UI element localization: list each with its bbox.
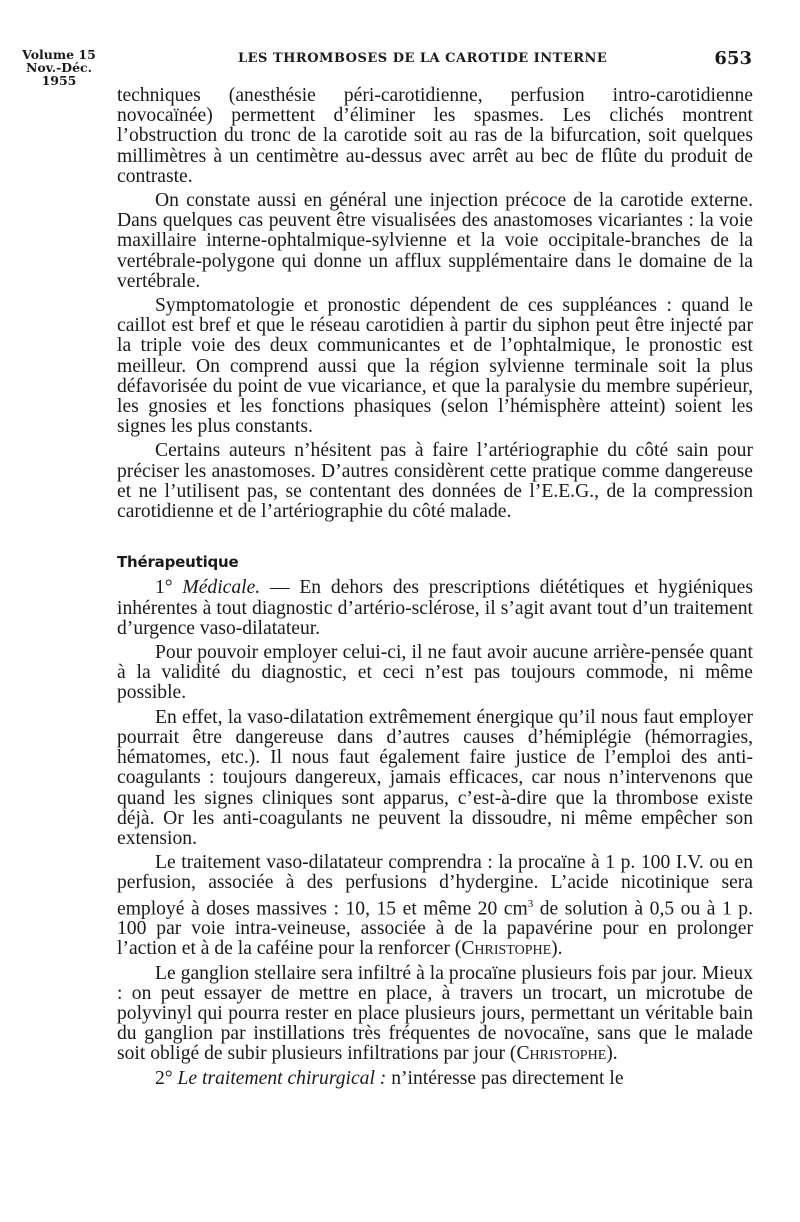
author-name: Christophe [516, 1043, 607, 1065]
item-text: n’intéresse pas directement le [386, 1067, 624, 1089]
issue-date: Nov.-Déc. 1955 [25, 60, 93, 88]
page-header [0, 47, 800, 88]
paragraph-7: En effet, la vaso-dilatation extrêmement énergique qu’il nous faut employer pourrait être dangereuse dans d’autres causes d’hémiplégie (hémorragies, hématomes, etc.). Il nous faut également faire justice de l’emploi des anti-coagulants : toujours dangereux, jamais efficaces, car nous n’intervenons que quand les signes cliniques sont apparus, c’est-à-dire que la thrombose existe déjà. Or les anti-coagulants ne peuvent la dissoudre, ni même empêcher son extension. [117, 706, 753, 849]
page-number: 653 [714, 48, 752, 69]
paragraph-chirurgical [117, 1069, 753, 1089]
item-number: 1° [155, 577, 183, 599]
text-run: Le traitement vaso-dilatateur comprendra : la procaïne à 1 p. 100 I.V. ou en perfusion, associée à des perfusions d’hydergine. L’acide nicotinique sera employé à doses massives : 10, 15 et même 20 cm [117, 852, 753, 920]
running-title: LES THROMBOSES DE LA CAROTIDE INTERNE [238, 51, 608, 66]
text-run: de solution à 0,5 ou à 1 p. 100 par voie intra-veineuse, associée à de la papavérine pour en prolonger l’action et à de la caféine pour la renforcer ( [117, 898, 754, 960]
section-heading-therapeutique: Thérapeutique [117, 553, 239, 572]
paragraph-9 [117, 964, 753, 1065]
journal-issue [10, 48, 108, 87]
text-run: ). [551, 938, 563, 960]
item-number: 2° [155, 1067, 178, 1089]
text-run: Le ganglion stellaire sera infiltré à la procaïne plusieurs fois par jour. Mieux : on peut essayer de mettre en place, à travers un trocart, un microtube de polyvinyl qui pourra rester en place plusieurs jours, permettant un véritable bain du ganglion par instillations très fréquentes de novocaïne, sans que le malade soit obligé de subir plusieurs infiltrations par jour ( [117, 962, 753, 1065]
text-run: ). [606, 1043, 618, 1065]
item-text: — En dehors des prescriptions diététiques et hygiéniques inhérentes à tout diagnostic d’artério-sclérose, il s’agit avant tout d’un traitement d’urgence vaso-dilatateur. [117, 577, 753, 639]
paragraph-2: On constate aussi en général une injection précoce de la carotide externe. Dans quelques cas peuvent être visualisées des anastomoses vicariantes : la voie maxillaire interne-ophtalmique-sylvienne et la voie occipitale-branches de la vertébrale-polygone qui donne un afflux supplémentaire dans le domaine de la vertébrale. [117, 190, 753, 292]
article-body [117, 86, 753, 1093]
author-name: Christophe [461, 938, 552, 960]
item-title: Le traitement chirurgical : [177, 1067, 387, 1089]
item-title: Médicale. [182, 577, 261, 599]
paragraph-8 [117, 853, 753, 960]
paragraph-1: techniques (anesthésie péri-carotidienne, perfusion intro-carotidienne novocaïnée) permettent d’éliminer les spasmes. Les clichés montrent l’obstruction du tronc de la carotide soit au ras de la bifurcation, soit quelques millimètres à un centimètre au-dessus avec arrêt au bec de flûte du produit de contraste. [117, 85, 753, 187]
volume-label: Volume 15 [22, 47, 96, 62]
paragraph-6: Pour pouvoir employer celui-ci, il ne faut avoir aucune arrière-pensée quant à la validité du diagnostic, et ceci n’est pas toujours commode, ni même possible. [117, 642, 753, 704]
paragraph-3: Symptomatologie et pronostic dépendent de ces suppléances : quand le caillot est bref et que le réseau carotidien à partir du siphon peut être injecté par la triple voie des deux communicantes et de l’ophtalmique, le pronostic est meilleur. On comprend aussi que la région sylvienne terminale soit la plus défavorisée du point de vue vicariance, et que la paralysie du membre supérieur, les gnosies et les fonctions phasiques (selon l’hémisphère atteint) soient les signes les plus constants. [117, 295, 753, 438]
paragraph-medicale [117, 578, 753, 639]
superscript: 3 [527, 897, 534, 910]
paragraph-4: Certains auteurs n’hésitent pas à faire l’artériographie du côté sain pour préciser les anastomoses. D’autres considèrent cette pratique comme dangereuse et ne l’utilisent pas, se contentant des données de l’E.E.G., de la compression carotidienne et de l’artériographie du côté malade. [117, 440, 753, 523]
